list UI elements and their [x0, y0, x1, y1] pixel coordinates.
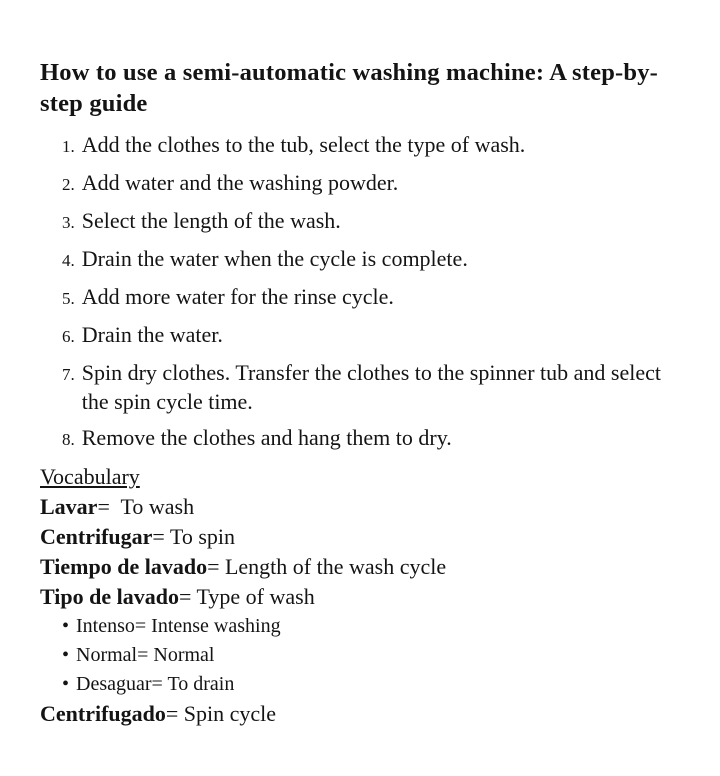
step-number: 5. [62, 289, 75, 308]
step-text: Add more water for the rinse cycle. [81, 284, 394, 309]
vocab-definition: = Type of wash [178, 584, 315, 609]
bullet-text: Normal= Normal [76, 644, 215, 666]
vocab-definition: = To spin [152, 524, 236, 549]
vocabulary-heading: Vocabulary [40, 464, 140, 489]
step-number: 2. [62, 175, 75, 194]
vocab-definition: = Spin cycle [165, 701, 277, 726]
step-text: Add water and the washing powder. [81, 170, 399, 195]
steps-list [62, 130, 696, 454]
step-number: 6. [62, 327, 75, 346]
step-item-2 [62, 168, 682, 199]
step-item-8 [62, 423, 682, 454]
vocab-definition: = Length of the wash cycle [207, 554, 447, 579]
vocab-term: Tiempo de lavado [40, 554, 208, 579]
vocab-entry-tiempo-de-lavado [40, 552, 696, 582]
vocab-entry-tipo-de-lavado [40, 582, 696, 612]
step-number: 8. [62, 430, 75, 449]
step-item-5 [62, 282, 682, 313]
bullet-icon: • [62, 615, 70, 637]
step-text: Spin dry clothes. Transfer the clothes to the spinner tub and select the spin cycle time. [81, 360, 661, 414]
step-item-1 [62, 130, 682, 161]
vocab-entry-lavar [40, 492, 696, 522]
bullet-icon: • [62, 644, 70, 666]
vocab-term: Lavar [40, 494, 98, 519]
vocab-entry-centrifugado [40, 699, 696, 729]
step-number: 3. [62, 213, 75, 232]
bullet-text: Desaguar= To drain [76, 673, 235, 695]
step-item-3 [62, 206, 682, 237]
step-text: Select the length of the wash. [81, 208, 341, 233]
vocab-term: Centrifugar [40, 524, 153, 549]
page-title: How to use a semi-automatic washing machine: A step-by-step guide [40, 59, 659, 117]
step-text: Drain the water when the cycle is complete. [81, 246, 468, 271]
step-text: Add the clothes to the tub, select the type of wash. [81, 132, 526, 157]
step-item-6 [62, 320, 682, 351]
vocab-term: Centrifugado [40, 701, 166, 726]
step-number: 4. [62, 251, 75, 270]
step-text: Drain the water. [81, 322, 223, 347]
bullet-item-intenso [62, 612, 696, 641]
vocabulary-heading-row [40, 462, 696, 492]
vocab-definition: = To wash [97, 494, 195, 519]
bullet-item-normal [62, 641, 696, 670]
vocab-entry-centrifugar [40, 522, 696, 552]
step-item-7 [62, 358, 682, 416]
wash-type-bullet-list [62, 612, 696, 699]
vocab-term: Tipo de lavado [40, 584, 179, 609]
bullet-text: Intenso= Intense washing [76, 615, 281, 637]
step-number: 1. [62, 137, 75, 156]
vocabulary-section [40, 462, 696, 729]
bullet-icon: • [62, 673, 70, 695]
step-item-4 [62, 244, 682, 275]
step-number: 7. [62, 365, 75, 384]
step-text: Remove the clothes and hang them to dry. [81, 425, 452, 450]
bullet-item-desaguar [62, 670, 696, 699]
